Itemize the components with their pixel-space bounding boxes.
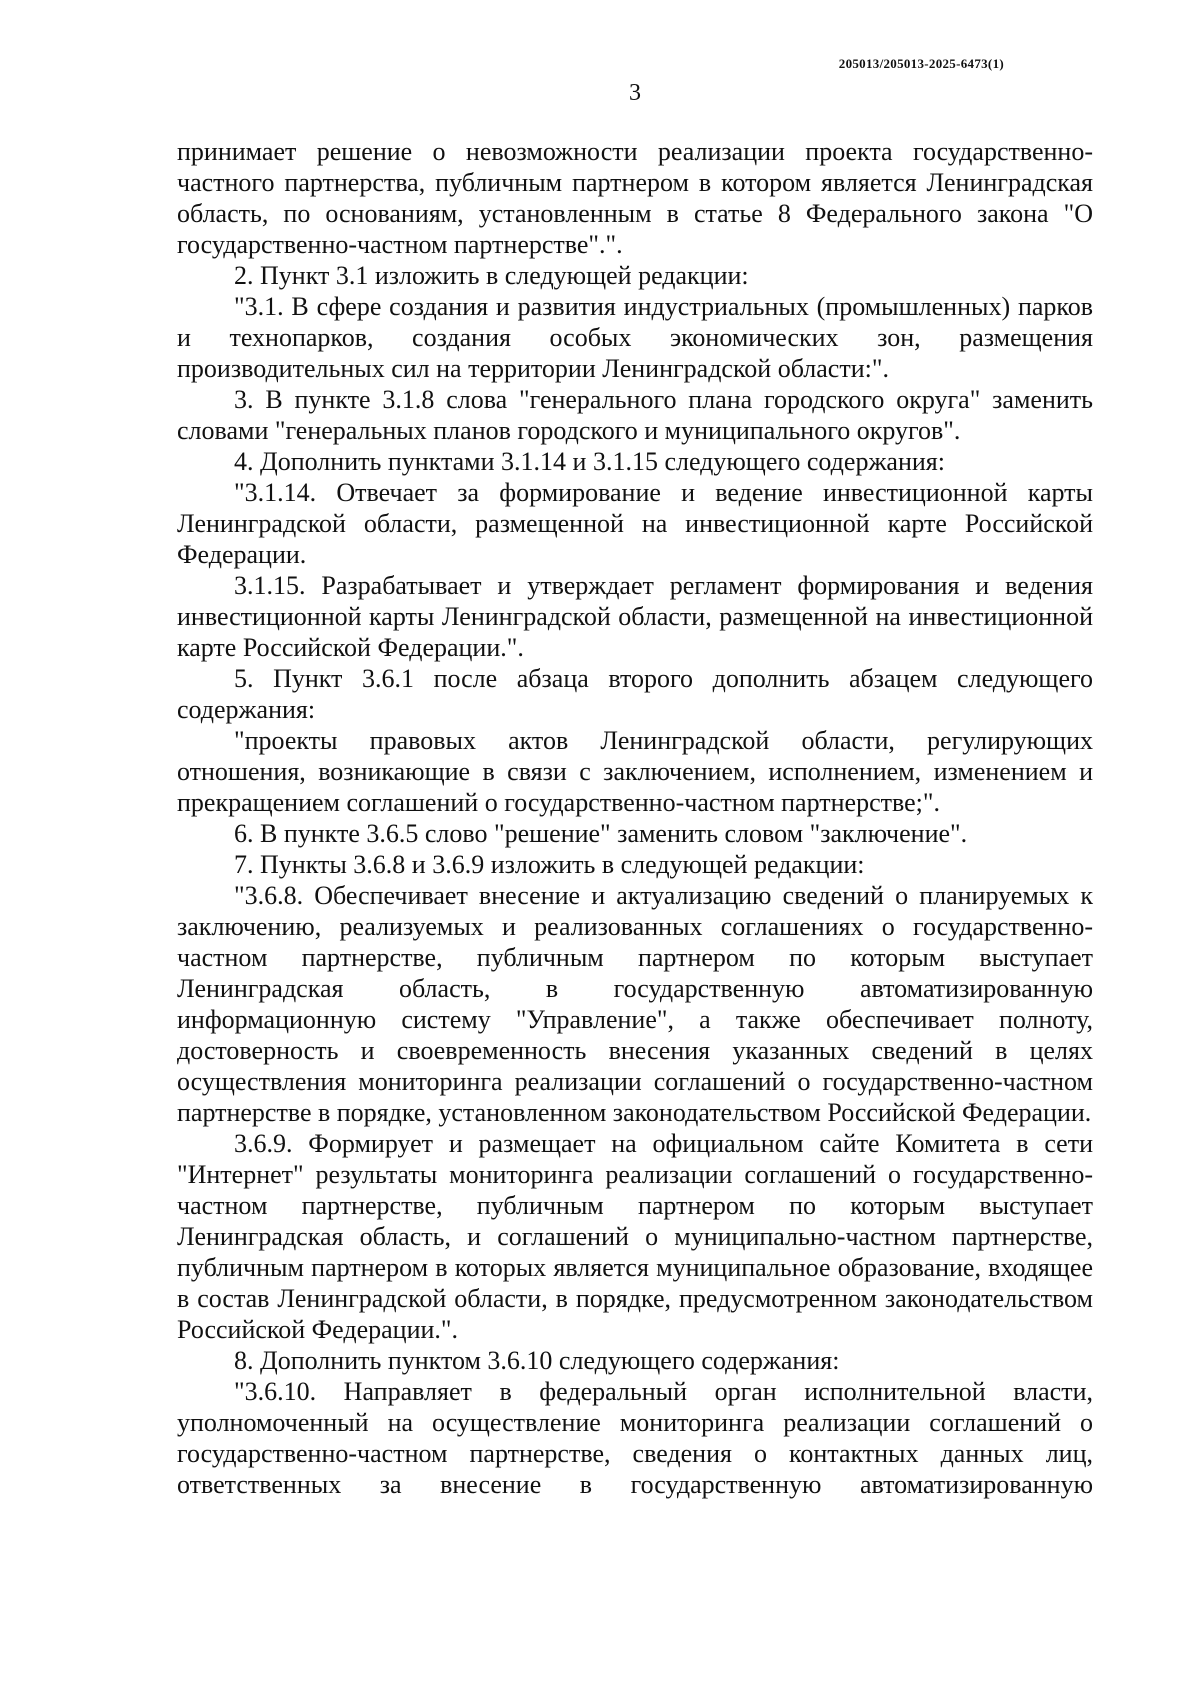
paragraph-continuation: принимает решение о невозможности реализации проекта государственно-частного партнерства, публичным партнером в котором является Ленинградская область, по основаниям, установленным в статье 8 Федерального закона "О государственно-частном партнерстве".". xyxy=(177,137,1093,259)
paragraph-item-7: 7. Пункты 3.6.8 и 3.6.9 изложить в следующей редакции: xyxy=(234,850,865,879)
paragraph-item-8: 8. Дополнить пунктом 3.6.10 следующего содержания: xyxy=(234,1346,840,1375)
paragraph-quote-3-6-8: "3.6.8. Обеспечивает внесение и актуализацию сведений о планируемых к заключению, реализуемых и реализованных соглашениях о государственно-частном партнерстве, публичным партнером по которым выступает Ленинградская область, в государственную автоматизированную информационную систему "Управление", а также обеспечивает полноту, достоверность и своевременность внесения указанных сведений в целях осуществления мониторинга реализации соглашений о государственно-частном партнерстве в порядке, установленном законодательством Российской Федерации. xyxy=(177,881,1093,1127)
document-registration-number: 205013/205013-2025-6473(1) xyxy=(838,56,1004,71)
paragraph-quote-3-1-15: 3.1.15. Разрабатывает и утверждает регламент формирования и ведения инвестиционной карты Ленинградской области, размещенной на инвестиционной карте Российской Федерации.". xyxy=(177,571,1093,662)
paragraph-quote-3-6-9: 3.6.9. Формирует и размещает на официальном сайте Комитета в сети "Интернет" результаты мониторинга реализации соглашений о государственно-частном партнерстве, публичным партнером по которым выступает Ленинградская область, и соглашений о муниципально-частном партнерстве, публичным партнером в которых является муниципальное образование, входящее в состав Ленинградской области, в порядке, предусмотренном законодательством Российской Федерации.". xyxy=(177,1129,1093,1344)
paragraph-item-3: 3. В пункте 3.1.8 слова "генерального плана городского округа" заменить словами "генеральных планов городского и муниципального округов". xyxy=(177,385,1093,445)
paragraph-quote-3-1: "3.1. В сфере создания и развития индустриальных (промышленных) парков и технопарков, создания особых экономических зон, размещения производительных сил на территории Ленинградской области:". xyxy=(177,292,1093,383)
paragraph-item-6: 6. В пункте 3.6.5 слово "решение" заменить словом "заключение". xyxy=(234,819,968,848)
document-body xyxy=(177,136,1093,1500)
paragraph-quote-3-1-14: "3.1.14. Отвечает за формирование и ведение инвестиционной карты Ленинградской области, размещенной на инвестиционной карте Российской Федерации. xyxy=(177,478,1093,569)
paragraph-quote-projects: "проекты правовых актов Ленинградской области, регулирующих отношения, возникающие в связи с заключением, исполнением, изменением и прекращением соглашений о государственно-частном партнерстве;". xyxy=(177,726,1093,817)
paragraph-item-5: 5. Пункт 3.6.1 после абзаца второго дополнить абзацем следующего содержания: xyxy=(177,664,1093,724)
paragraph-item-4: 4. Дополнить пунктами 3.1.14 и 3.1.15 следующего содержания: xyxy=(234,447,945,476)
page-number: 3 xyxy=(629,80,641,106)
paragraph-item-2: 2. Пункт 3.1 изложить в следующей редакции: xyxy=(234,261,749,290)
paragraph-quote-3-6-10: "3.6.10. Направляет в федеральный орган исполнительной власти, уполномоченный на осуществление мониторинга реализации соглашений о государственно-частном партнерстве, сведения о контактных данных лиц, ответственных за внесение в государственную автоматизированную xyxy=(177,1377,1093,1499)
